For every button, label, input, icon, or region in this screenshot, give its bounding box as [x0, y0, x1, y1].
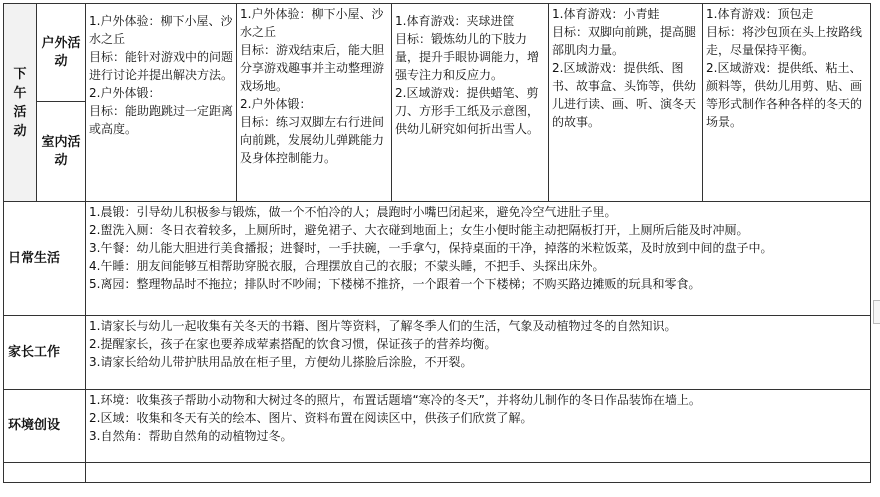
afternoon-activity-header: 下 午 活 动 — [4, 4, 37, 202]
indoor-activity-label: 室内活动 — [37, 102, 86, 202]
environment-item: 3.自然角：帮助自然角的动植物过冬。 — [89, 429, 293, 443]
daily-life-item: 3.午餐：幼儿能大胆进行美食播报；进餐时，一手扶碗，一手拿勺，保持桌面的干净，掉落的米粒饭菜，及时放到中间的盘子中。 — [89, 241, 773, 255]
parents-work-item: 1.请家长与幼儿一起收集有关冬天的书籍、图片等资料，了解冬季人们的生活，气象及动植物过冬的自然知识。 — [89, 319, 677, 333]
daily-life-content — [86, 202, 871, 316]
side-scroll-handle[interactable] — [873, 300, 880, 324]
environment-content — [86, 390, 871, 463]
daily-life-item: 1.晨锻：引导幼儿积极参与锻炼，做一个不怕冷的人；晨跑时小嘴巴闭起来，避免冷空气进肚子里。 — [89, 205, 617, 219]
environment-item: 1.环境：收集孩子帮助小动物和大树过冬的照片，布置话题墙“寒冷的冬天”，并将幼儿制作的冬日作品装饰在墙上。 — [89, 393, 701, 407]
next-row-header — [4, 463, 86, 483]
afternoon-cell-friday: 1.体育游戏：顶包走 目标：将沙包顶在头上按路线走，尽量保持平衡。 2.区域游戏：提供纸、粘土、颜料等，供幼儿用剪、贴、画等形式制作各种各样的冬天的场景。 — [703, 4, 871, 202]
parents-work-item: 2.提醒家长，孩子在家也要养成荤素搭配的饮食习惯，保证孩子的营养均衡。 — [89, 337, 497, 351]
daily-life-header: 日常生活 — [4, 202, 86, 316]
afternoon-cell-wednesday: 1.体育游戏：夹球进筐 目标：锻炼幼儿的下肢力量，提升手眼协调能力，增强专注力和反应力。 2.区域游戏：提供蜡笔、剪刀、方形手工纸及示意图，供幼儿研究如何折出雪人。 — [392, 4, 549, 202]
environment-header: 环境创设 — [4, 390, 86, 463]
outdoor-activity-label: 户外活动 — [37, 4, 86, 102]
parents-work-item: 3.请家长给幼儿带护肤用品放在柜子里，方便幼儿搽脸后涂脸，不开裂。 — [89, 355, 473, 369]
afternoon-cell-thursday: 1.体育游戏：小青蛙 目标：双脚向前跳，提高腿部肌肉力量。 2.区域游戏：提供纸、图书、故事盒、头饰等，供幼儿进行读、画、听、演冬天的故事。 — [549, 4, 703, 202]
afternoon-cell-monday: 1.户外体验：柳下小屋、沙水之丘 目标：能针对游戏中的问题进行讨论并提出解决方法。 2.户外体锻： 目标：能助跑跳过一定距离或高度。 — [86, 4, 237, 202]
parents-work-content — [86, 316, 871, 390]
daily-life-item: 4.午睡：朋友间能够互相帮助穿脱衣服，合理摆放自己的衣服；不蒙头睡，不把手、头探出床外。 — [89, 259, 605, 273]
parents-work-header: 家长工作 — [4, 316, 86, 390]
daily-life-item: 2.盥洗入厕：冬日衣着较多，上厕所时，避免裙子、大衣碰到地面上；女生小便时能主动把隔板打开，上厕所后能及时冲厕。 — [89, 223, 749, 237]
afternoon-cell-tuesday: 1.户外体验：柳下小屋、沙水之丘 目标：游戏结束后，能大胆分享游戏趣事并主动整理游戏场地。 2.户外体锻： 目标：练习双脚左右行进间向前跳，发展幼儿弹跳能力及身体控制能力。 — [237, 4, 392, 202]
environment-item: 2.区域：收集和冬天有关的绘本、图片、资料布置在阅读区中，供孩子们欣赏了解。 — [89, 411, 533, 425]
weekly-plan-table — [3, 3, 871, 483]
daily-life-item: 5.离园：整理物品时不拖拉；排队时不吵闹；下楼梯不推挤，一个跟着一个下楼梯；不购买路边摊贩的玩具和零食。 — [89, 277, 701, 291]
next-row-content — [86, 463, 871, 483]
